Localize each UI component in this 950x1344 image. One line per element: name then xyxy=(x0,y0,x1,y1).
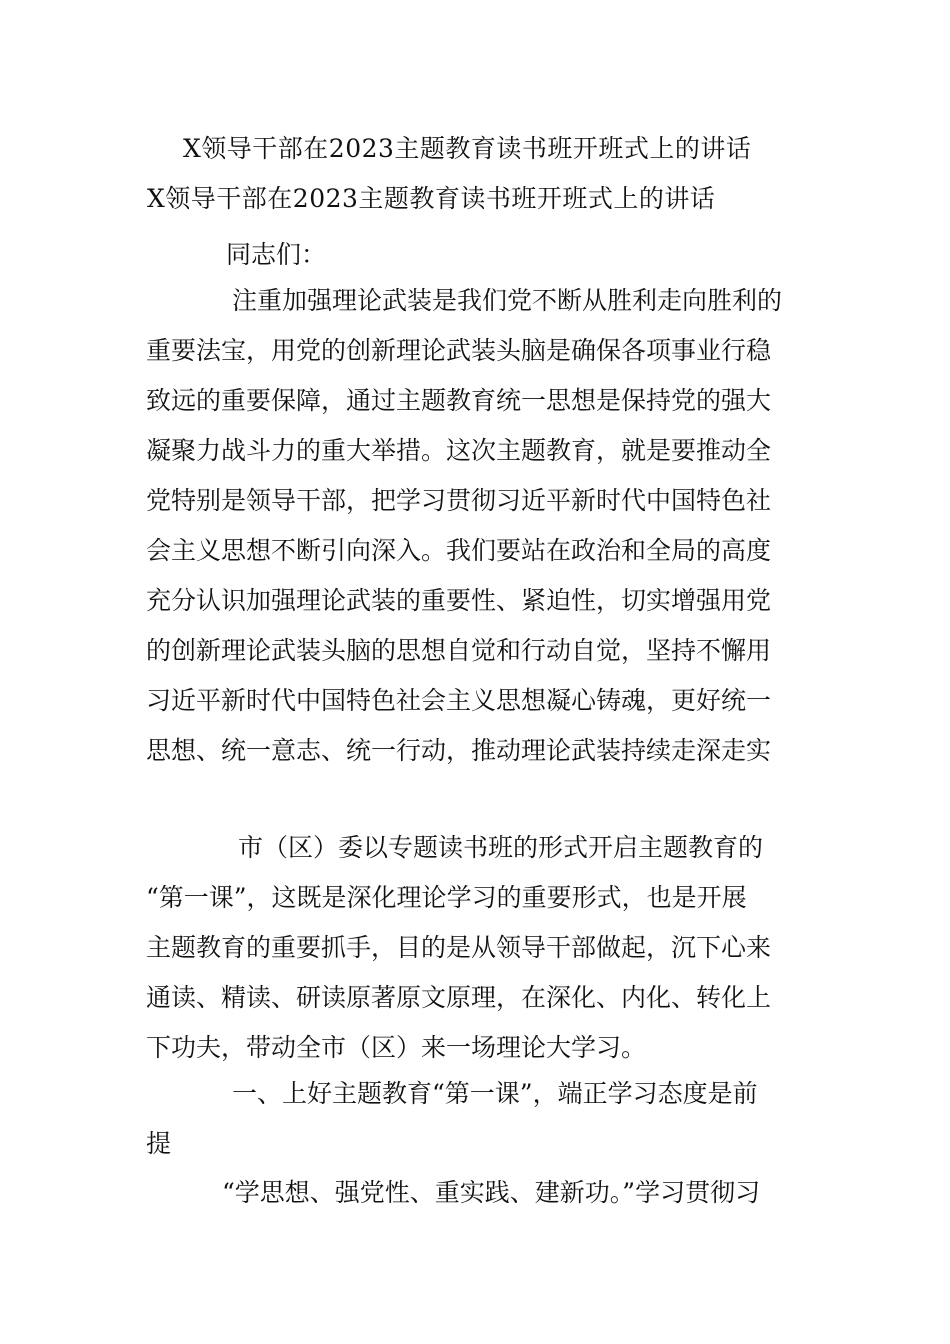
paragraph-2 xyxy=(146,823,826,1073)
paragraph-line: 会主义思想不断引向深入。我们要站在政治和全局的高度 xyxy=(146,536,772,565)
paragraph-line: 下功夫，带动全市（区）来一场理论大学习。 xyxy=(146,1033,647,1062)
paragraph-line: 主题教育的重要抓手，目的是从领导干部做起，沉下心来 xyxy=(146,933,772,962)
heading-line: 一、上好主题教育“第一课”，端正学习态度是前 xyxy=(232,1079,758,1108)
paragraph-line: 思想、统一意志、统一行动，推动理论武装持续走深走实 xyxy=(146,736,772,765)
paragraph-line: 致远的重要保障，通过主题教育统一思想是保持党的强大 xyxy=(146,386,772,415)
document-title-line-2: X领导干部在2023主题教育读书班开班式上的讲话 xyxy=(147,184,716,213)
paragraph-line: 通读、精读、研读原著原文原理，在深化、内化、转化上 xyxy=(146,983,772,1012)
paragraph-line: “第一课”，这既是深化理论学习的重要形式，也是开展 xyxy=(146,883,747,912)
paragraph-line: 凝聚力战斗力的重大举措。这次主题教育，就是要推动全 xyxy=(146,436,772,465)
paragraph-line: 重要法宝，用党的创新理论武装头脑是确保各项事业行稳 xyxy=(146,336,772,365)
paragraph-3 xyxy=(146,1168,826,1218)
paragraph-1 xyxy=(146,276,826,776)
document-title-line-1: X领导干部在2023主题教育读书班开班式上的讲话 xyxy=(183,134,752,163)
heading-line: 提 xyxy=(146,1129,172,1158)
paragraph-line: 党特别是领导干部，把学习贯彻习近平新时代中国特色社 xyxy=(146,486,772,515)
section-heading-1 xyxy=(146,1069,826,1169)
paragraph-line: 市（区）委以专题读书班的形式开启主题教育的 xyxy=(238,833,764,862)
paragraph-line: “学思想、强党性、重实践、建新功。”学习贯彻习 xyxy=(222,1178,761,1207)
paragraph-line: 习近平新时代中国特色社会主义思想凝心铸魂，更好统一 xyxy=(146,686,772,715)
greeting-text: 同志们： xyxy=(226,240,327,269)
paragraph-line: 注重加强理论武装是我们党不断从胜利走向胜利的 xyxy=(232,286,783,315)
paragraph-line: 的创新理论武装头脑的思想自觉和行动自觉，坚持不懈用 xyxy=(146,636,772,665)
greeting xyxy=(146,230,826,280)
paragraph-line: 充分认识加强理论武装的重要性、紧迫性，切实增强用党 xyxy=(146,586,772,615)
